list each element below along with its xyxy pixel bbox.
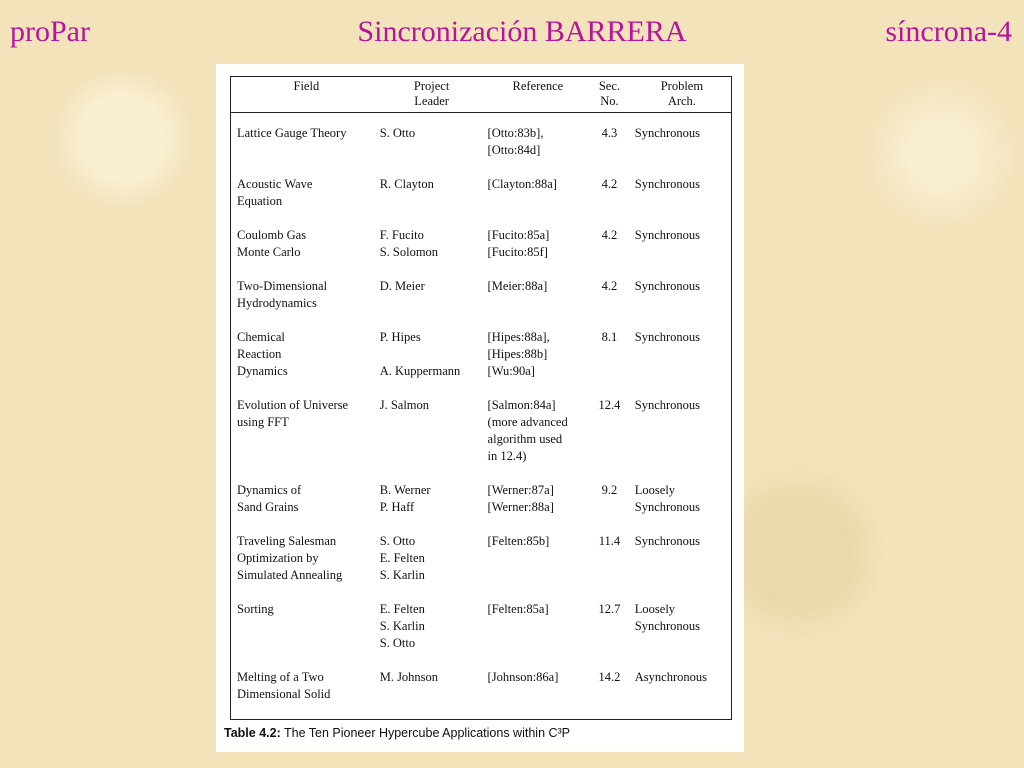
cell-text-line: Evolution of Universe — [237, 398, 349, 412]
column-header-text: Sec. — [598, 79, 621, 93]
cell-section — [590, 482, 629, 533]
cell-text-line: 4.2 — [601, 279, 618, 293]
cell-text-line: Coulomb Gas — [237, 228, 307, 242]
table-row — [231, 113, 731, 177]
column-header-text: Project — [413, 79, 450, 93]
cell-text-line: 4.2 — [601, 228, 618, 242]
cell-text-line: E. Felten — [379, 602, 425, 616]
cell-reference — [486, 278, 591, 329]
cell-problem-arch — [629, 669, 731, 703]
cell-field — [231, 176, 378, 227]
cell-text-line: Loosely — [634, 602, 676, 616]
cell-text-line: Dynamics of — [237, 483, 302, 497]
column-header-text: Arch. — [667, 94, 696, 108]
cell-text-line: E. Felten — [379, 551, 425, 565]
cell-project-leader — [378, 482, 486, 533]
cell-text-line: Equation — [237, 194, 283, 208]
cell-section — [590, 113, 629, 177]
table-row — [231, 397, 731, 482]
cell-reference — [486, 533, 591, 601]
cell-field — [231, 601, 378, 669]
cell-text-line: [Clayton:88a] — [487, 177, 557, 191]
table-row — [231, 278, 731, 329]
table-row — [231, 176, 731, 227]
cell-text-line: [Werner:87a] — [487, 483, 554, 497]
cell-text-line: 4.2 — [601, 177, 618, 191]
cell-text-line: 12.7 — [598, 602, 621, 616]
caption-label: Table 4.2: — [224, 726, 281, 740]
cell-text-line: algorithm used — [487, 432, 563, 446]
cell-text-line: Lattice Gauge Theory — [237, 126, 347, 140]
table-row — [231, 533, 731, 601]
cell-text-line: 4.3 — [601, 126, 618, 140]
cell-section — [590, 176, 629, 227]
cell-project-leader — [378, 113, 486, 177]
cell-text-line: Loosely — [634, 483, 676, 497]
cell-text-line: [Fucito:85f] — [487, 245, 548, 259]
cell-section — [590, 329, 629, 397]
cell-text-line: Asynchronous — [634, 670, 707, 684]
column-header-section — [590, 77, 629, 113]
cell-text-line: 11.4 — [598, 534, 621, 548]
cell-text-line: Synchronous — [634, 228, 701, 242]
cell-text-line: S. Karlin — [379, 619, 425, 633]
cell-text-line: P. Hipes — [379, 330, 421, 344]
cell-problem-arch — [629, 278, 731, 329]
table-row — [231, 669, 731, 703]
cell-text-line: Synchronous — [634, 330, 701, 344]
cell-reference — [486, 176, 591, 227]
cell-text-line: [Johnson:86a] — [487, 670, 559, 684]
cell-text-line: P. Haff — [379, 500, 415, 514]
cell-text-line: [Wu:90a] — [487, 364, 535, 378]
column-header-field — [231, 77, 378, 113]
cell-field — [231, 533, 378, 601]
cell-text-line: Dimensional Solid — [237, 687, 331, 701]
column-header-project-leader — [378, 77, 486, 113]
cell-field — [231, 227, 378, 278]
column-header-text: Field — [293, 79, 320, 93]
cell-text-line: Synchronous — [634, 398, 701, 412]
cell-text-line: B. Werner — [379, 483, 431, 497]
cell-problem-arch — [629, 397, 731, 482]
cell-reference — [486, 329, 591, 397]
table-header-row — [231, 77, 731, 113]
cell-project-leader — [378, 176, 486, 227]
cell-text-line: 12.4 — [598, 398, 621, 412]
cell-text-line: [Otto:84d] — [487, 143, 541, 157]
cell-field — [231, 397, 378, 482]
cell-text-line: Sorting — [237, 602, 274, 616]
cell-text-line: Two-Dimensional — [237, 279, 328, 293]
cell-text-line: S. Otto — [379, 126, 416, 140]
cell-text-line: Reaction — [237, 347, 282, 361]
cell-text-line: Synchronous — [634, 500, 701, 514]
cell-text-line: Synchronous — [634, 279, 701, 293]
cell-reference — [486, 397, 591, 482]
cell-problem-arch — [629, 601, 731, 669]
cell-problem-arch — [629, 113, 731, 177]
cell-text-line: S. Karlin — [379, 568, 425, 582]
column-header-text: Leader — [414, 94, 449, 108]
cell-text-line: Hydrodynamics — [237, 296, 317, 310]
cell-text-line: S. Otto — [379, 636, 416, 650]
cell-text-line: [Hipes:88b] — [487, 347, 548, 361]
cell-text-line: Melting of a Two — [237, 670, 324, 684]
cell-section — [590, 533, 629, 601]
cell-section — [590, 397, 629, 482]
cell-text-line: Dynamics — [237, 364, 288, 378]
cell-text-line: Sand Grains — [237, 500, 299, 514]
cell-text-line: in 12.4) — [487, 449, 527, 463]
cell-text-line: Optimization by — [237, 551, 319, 565]
caption-text: The Ten Pioneer Hypercube Applications within C³P — [280, 726, 571, 740]
slide-title: Sincronización BARRERA — [357, 15, 687, 48]
cell-project-leader — [378, 397, 486, 482]
cell-text-line: Monte Carlo — [237, 245, 301, 259]
cell-section — [590, 669, 629, 703]
table-row — [231, 601, 731, 669]
cell-field — [231, 113, 378, 177]
cell-text-line: S. Solomon — [379, 245, 439, 259]
cell-reference — [486, 113, 591, 177]
cell-section — [590, 601, 629, 669]
header-right-label: síncrona-4 — [885, 15, 1012, 48]
cell-field — [231, 669, 378, 703]
cell-text-line: [Salmon:84a] — [487, 398, 556, 412]
table-row — [231, 482, 731, 533]
cell-text-line: [Fucito:85a] — [487, 228, 550, 242]
cell-section — [590, 278, 629, 329]
cell-project-leader — [378, 227, 486, 278]
cell-project-leader — [378, 329, 486, 397]
scanned-table-page — [216, 64, 744, 752]
table-caption — [224, 726, 570, 740]
cell-text-line: 8.1 — [601, 330, 618, 344]
cell-text-line: Chemical — [237, 330, 285, 344]
cell-text-line: 14.2 — [598, 670, 621, 684]
cell-text-line: Traveling Salesman — [237, 534, 337, 548]
cell-text-line: S. Otto — [379, 534, 416, 548]
cell-project-leader — [378, 601, 486, 669]
cell-text-line: Synchronous — [634, 177, 701, 191]
cell-text-line: Acoustic Wave — [237, 177, 313, 191]
column-header-text: Reference — [512, 79, 564, 93]
table-row — [231, 227, 731, 278]
cell-text-line: using FFT — [237, 415, 289, 429]
pioneer-applications-table — [231, 77, 731, 703]
cell-text-line: 9.2 — [601, 483, 618, 497]
column-header-text: Problem — [660, 79, 704, 93]
cell-field — [231, 482, 378, 533]
table-frame — [230, 76, 732, 720]
cell-project-leader — [378, 533, 486, 601]
table-body — [231, 113, 731, 704]
cell-section — [590, 227, 629, 278]
cell-text-line: [Hipes:88a], — [487, 330, 550, 344]
cell-text-line: [Felten:85b] — [487, 534, 550, 548]
cell-text-line: R. Clayton — [379, 177, 434, 191]
cell-problem-arch — [629, 482, 731, 533]
cell-text-line: F. Fucito — [379, 228, 424, 242]
cell-text-line: A. Kuppermann — [379, 364, 461, 378]
cell-reference — [486, 601, 591, 669]
cell-problem-arch — [629, 176, 731, 227]
cell-problem-arch — [629, 227, 731, 278]
table-row — [231, 329, 731, 397]
header-left-label: proPar — [10, 15, 90, 48]
cell-text-line: Synchronous — [634, 619, 701, 633]
cell-reference — [486, 227, 591, 278]
cell-text-line: D. Meier — [379, 279, 425, 293]
cell-text-line: (more advanced — [487, 415, 568, 429]
column-header-text: No. — [600, 94, 619, 108]
cell-text-line: [Meier:88a] — [487, 279, 548, 293]
cell-text-line: Synchronous — [634, 126, 701, 140]
column-header-problem-arch — [629, 77, 731, 113]
column-header-reference — [486, 77, 591, 113]
cell-text-line: [Werner:88a] — [487, 500, 554, 514]
cell-field — [231, 278, 378, 329]
cell-project-leader — [378, 669, 486, 703]
cell-text-line: [Otto:83b], — [487, 126, 544, 140]
cell-text-line: J. Salmon — [379, 398, 430, 412]
cell-project-leader — [378, 278, 486, 329]
cell-field — [231, 329, 378, 397]
cell-text-line: Simulated Annealing — [237, 568, 343, 582]
cell-text-line: M. Johnson — [379, 670, 439, 684]
cell-problem-arch — [629, 329, 731, 397]
cell-reference — [486, 669, 591, 703]
cell-reference — [486, 482, 591, 533]
cell-problem-arch — [629, 533, 731, 601]
cell-text-line: [Felten:85a] — [487, 602, 549, 616]
cell-text-line: Synchronous — [634, 534, 701, 548]
cell-text-line — [380, 346, 484, 363]
